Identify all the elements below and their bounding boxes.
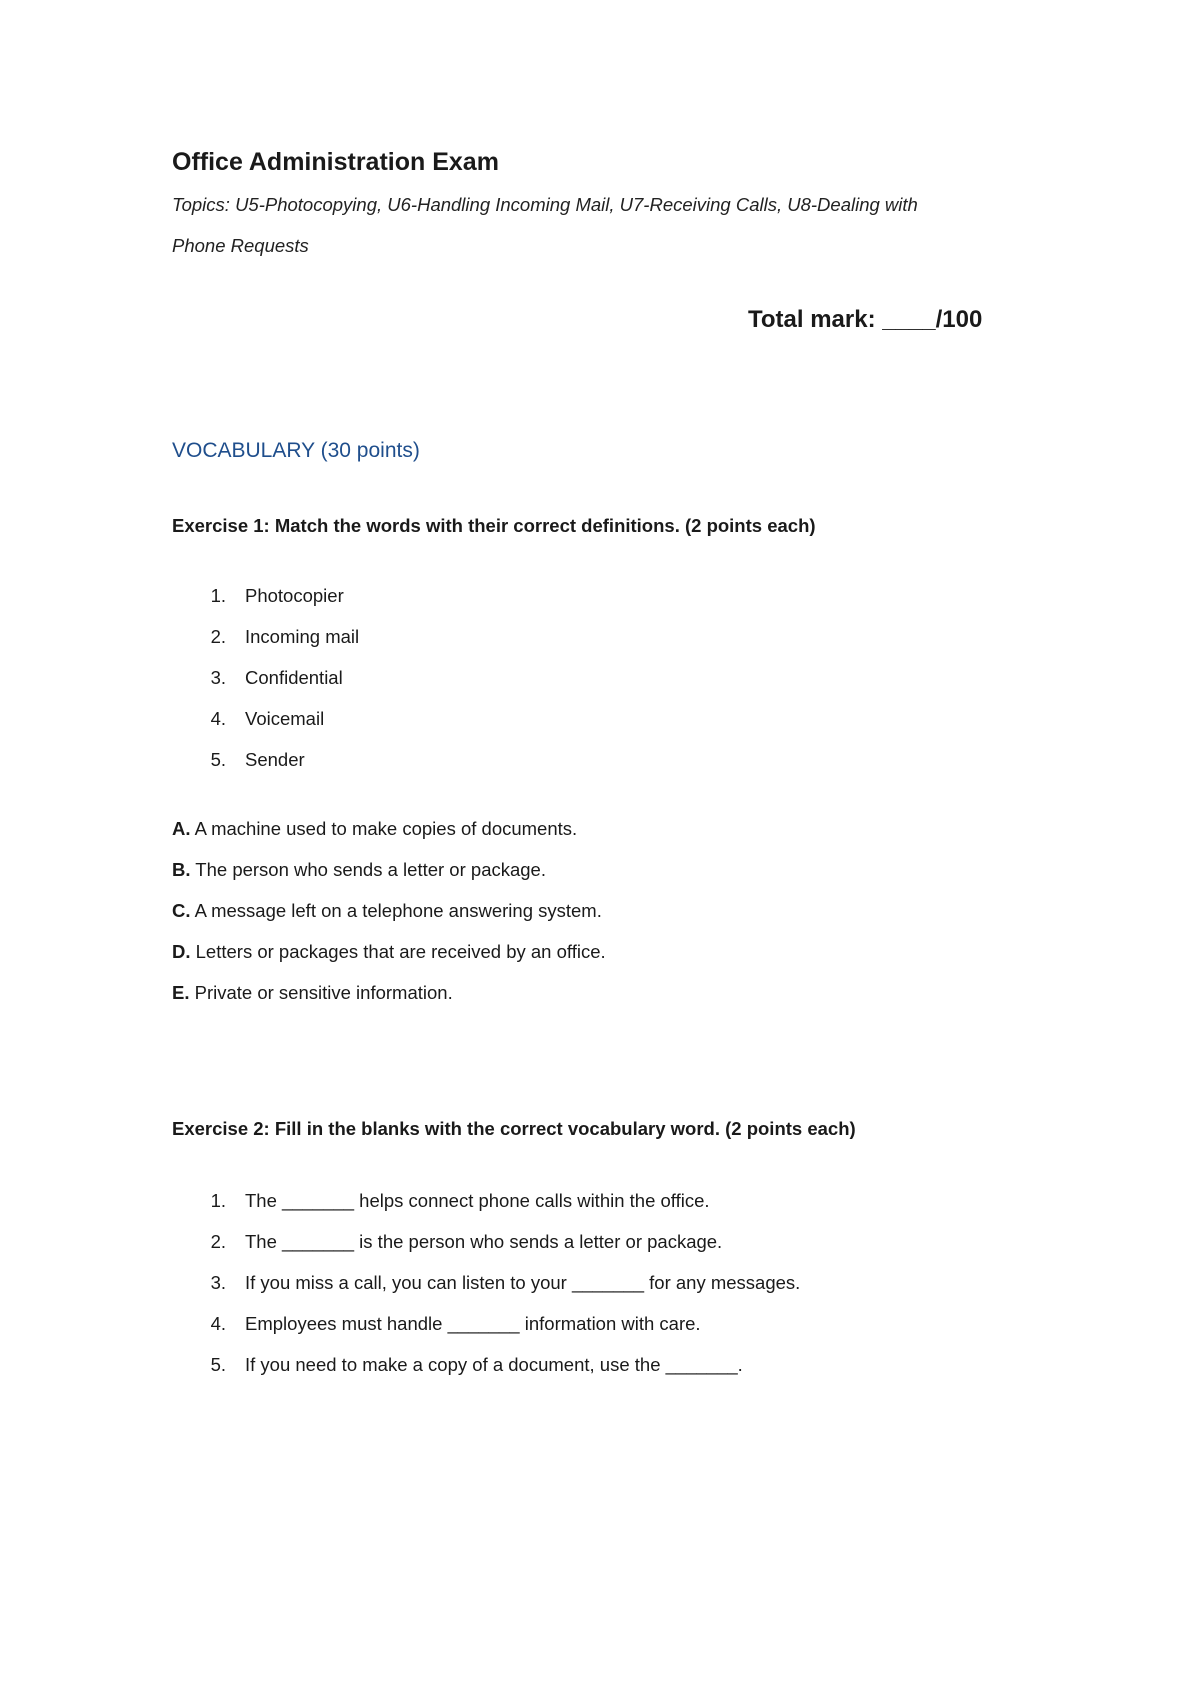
definition-letter: A. bbox=[172, 818, 191, 839]
list-number: 1. bbox=[210, 585, 226, 606]
definition-text: Letters or packages that are received by an office. bbox=[190, 941, 606, 962]
exam-topics-line-2: Phone Requests bbox=[172, 235, 309, 256]
definition-item bbox=[172, 940, 606, 964]
word-label: Confidential bbox=[245, 667, 343, 688]
definition-letter: C. bbox=[172, 900, 191, 921]
list-number: 1. bbox=[210, 1190, 226, 1211]
fill-blank-sentence: The _______ is the person who sends a letter or package. bbox=[245, 1231, 723, 1252]
fill-blank-sentence: Employees must handle _______ information with care. bbox=[245, 1313, 701, 1334]
list-number: 5. bbox=[210, 749, 226, 770]
definition-text: The person who sends a letter or package. bbox=[190, 859, 546, 880]
definition-letter: B. bbox=[172, 859, 191, 880]
definition-letter: D. bbox=[172, 941, 191, 962]
fill-blank-sentence: If you miss a call, you can listen to your _______ for any messages. bbox=[245, 1272, 801, 1293]
list-number: 3. bbox=[210, 1272, 226, 1293]
word-label: Sender bbox=[245, 749, 305, 770]
exam-topics-line-1: Topics: U5-Photocopying, U6-Handling Incoming Mail, U7-Receiving Calls, U8-Dealing with bbox=[172, 194, 918, 215]
word-label: Incoming mail bbox=[245, 626, 360, 647]
exercise-1-heading: Exercise 1: Match the words with their correct definitions. (2 points each) bbox=[172, 515, 816, 536]
total-mark: Total mark: ____/100 bbox=[748, 306, 983, 333]
list-number: 2. bbox=[210, 1231, 226, 1252]
definition-letter: E. bbox=[172, 982, 190, 1003]
word-label: Voicemail bbox=[245, 708, 325, 729]
definition-item bbox=[172, 981, 453, 1005]
definition-item bbox=[172, 817, 577, 841]
list-number: 3. bbox=[210, 667, 226, 688]
definition-item bbox=[172, 899, 602, 923]
list-number: 4. bbox=[210, 708, 226, 729]
word-label: Photocopier bbox=[245, 585, 344, 606]
fill-blank-sentence: The _______ helps connect phone calls within the office. bbox=[245, 1190, 710, 1211]
list-number: 4. bbox=[210, 1313, 226, 1334]
exercise-2-heading: Exercise 2: Fill in the blanks with the correct vocabulary word. (2 points each) bbox=[172, 1118, 856, 1139]
definition-text: A machine used to make copies of documents. bbox=[190, 818, 578, 839]
vocabulary-heading: VOCABULARY (30 points) bbox=[172, 439, 420, 462]
list-number: 2. bbox=[210, 626, 226, 647]
list-number: 5. bbox=[210, 1354, 226, 1375]
exam-title: Office Administration Exam bbox=[172, 148, 499, 176]
fill-blank-sentence: If you need to make a copy of a document, use the _______. bbox=[245, 1354, 743, 1375]
definition-text: A message left on a telephone answering system. bbox=[190, 900, 602, 921]
definition-text: Private or sensitive information. bbox=[189, 982, 453, 1003]
definition-item bbox=[172, 858, 546, 882]
